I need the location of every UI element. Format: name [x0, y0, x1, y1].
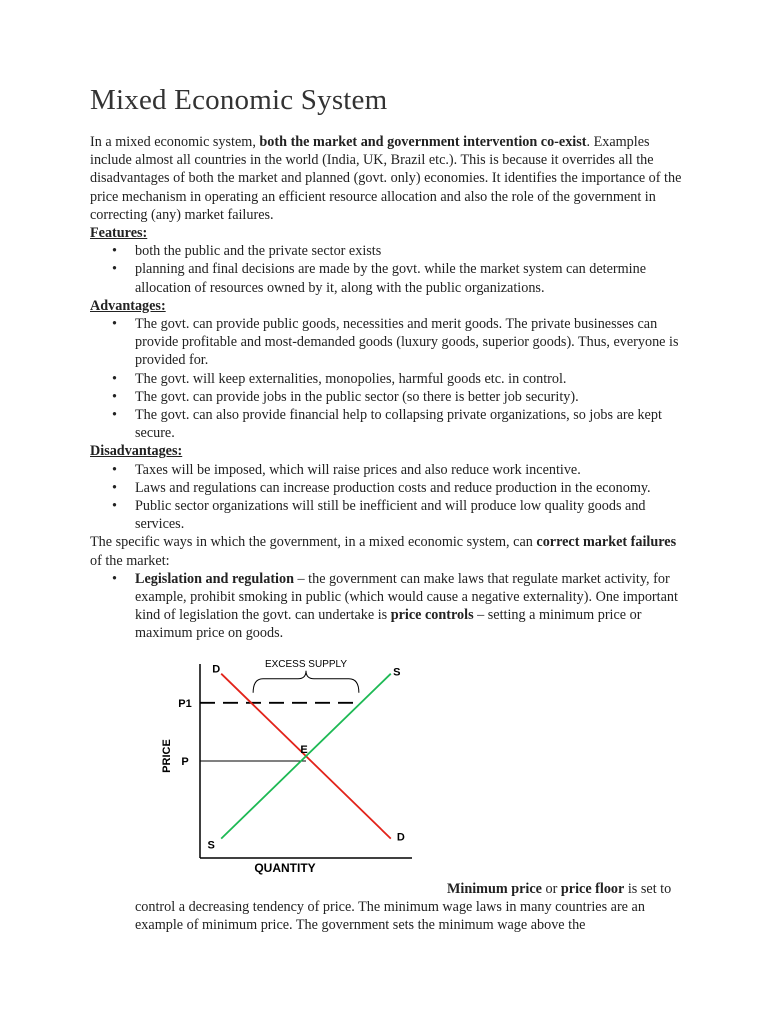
advantages-list: [90, 315, 690, 442]
document-body: [90, 133, 690, 643]
corrections-list: [90, 570, 690, 643]
equilibrium-label: E: [300, 744, 308, 756]
legislation-bold: Legislation and regulation: [135, 570, 294, 587]
specific-text-rest: of the market:: [90, 552, 170, 569]
y-axis-label: PRICE: [161, 739, 173, 773]
specific-ways-paragraph: [90, 533, 690, 569]
legislation-text: – the government can make laws that regulate market activity, for example, prohibit smoking in public (which would cause a negative externality). One important kind of legislation the govt. can undertake is: [135, 570, 678, 624]
features-heading: Features:: [90, 225, 148, 242]
list-item: • Laws and regulations can increase production costs and reduce production in the economy.: [90, 479, 690, 497]
specific-text: The specific ways in which the government, in a mixed economic system, can: [90, 534, 537, 551]
list-item: • The govt. can provide public goods, necessities and merit goods. The private businesses can provide profitable and most-demanded goods (luxury goods, superior goods). Thus, everyone is provided for.: [90, 315, 690, 370]
demand-start-label: D: [212, 663, 221, 676]
intro-paragraph: [90, 133, 690, 224]
minimum-price-paragraph: [135, 880, 695, 935]
excess-supply-brace: [253, 671, 359, 693]
disadvantages-heading: Disadvantages:: [90, 443, 183, 460]
page-title: Mixed Economic System: [90, 84, 388, 116]
list-item: [90, 570, 690, 643]
supply-demand-chart: [150, 648, 430, 880]
price-floor-bold: price floor: [560, 881, 625, 897]
list-item: • The govt. will keep externalities, monopolies, harmful goods etc. in control.: [90, 370, 690, 388]
minimum-price-first-line: [135, 880, 695, 935]
list-item: • Public sector organizations will still be inefficient and will produce low quality goods and services.: [90, 497, 690, 533]
minimum-price-text: is set to control a decreasing tendency of price. The minimum wage laws in many countries are an example of minimum price. The government sets the minimum wage above the: [135, 881, 672, 934]
features-list: [90, 242, 690, 297]
intro-bold: both the market and government intervention co-exist: [259, 134, 587, 150]
list-item: • both the public and the private sector exists: [90, 242, 690, 260]
p-tick-label: P: [181, 756, 189, 768]
list-item: • The govt. can provide jobs in the public sector (so there is better job security).: [90, 388, 690, 406]
legislation-text-rest: – setting a minimum price or maximum price on goods.: [135, 607, 642, 642]
list-item: • Taxes will be imposed, which will raise prices and also reduce work incentive.: [90, 461, 690, 479]
minimum-price-bold: Minimum price: [447, 881, 542, 897]
disadvantages-list: [90, 461, 690, 534]
supply-start-label: S: [207, 839, 215, 852]
excess-supply-label: EXCESS SUPPLY: [264, 658, 348, 670]
demand-end-label: D: [396, 831, 405, 844]
p1-tick-label: P1: [178, 697, 192, 710]
list-item: • The govt. can also provide financial help to collapsing private organizations, so jobs are kept secure.: [90, 406, 690, 442]
or-text: or: [541, 881, 561, 897]
price-controls-bold: price controls: [390, 607, 474, 624]
x-axis-label: QUANTITY: [254, 861, 316, 875]
advantages-heading: Advantages:: [90, 297, 166, 314]
intro-text-rest: . Examples include almost all countries in the world (India, UK, Brazil etc.). This is because it overrides all the disadvantages of both the market and planned (govt. only) economies. It identifies the importance of the price mechanism in operating an efficient resource allocation and also the role of the government in correcting (any) market failures.: [90, 134, 682, 223]
list-item: • planning and final decisions are made by the govt. while the market system can determine allocation of resources owned by it, along with the public organizations.: [90, 260, 690, 296]
supply-end-label: S: [393, 666, 401, 679]
intro-text: In a mixed economic system,: [90, 134, 260, 150]
specific-bold: correct market failures: [536, 534, 677, 551]
